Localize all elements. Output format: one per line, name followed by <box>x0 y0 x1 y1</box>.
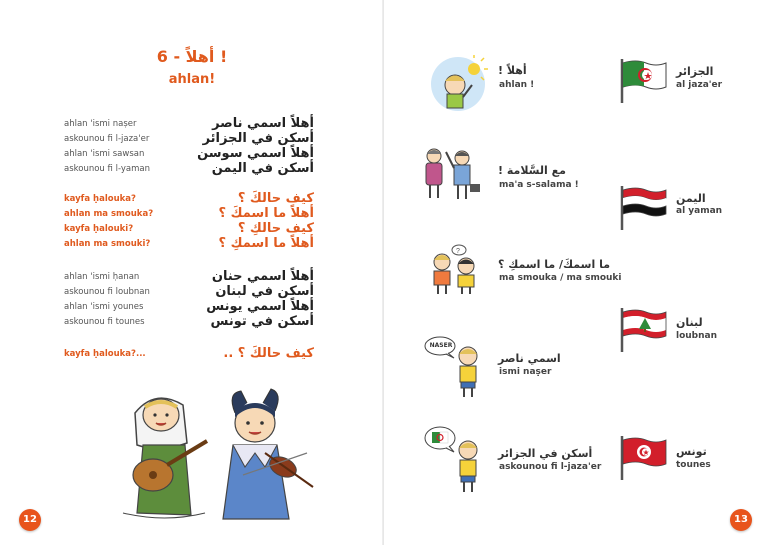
lives-in-algeria-illustration <box>424 424 490 494</box>
lebanon-flag-icon <box>618 306 670 354</box>
transliteration: ahlan ma smouki? <box>64 239 151 249</box>
transliteration: askounou fi l-jaza'er <box>64 134 150 144</box>
transliteration: ahlan 'ismi ḥanan <box>64 272 140 282</box>
phrase-arabic: ما اسمكَ/ ما اسمكِ ؟ <box>498 258 611 271</box>
country-name-transliteration: tounes <box>676 460 711 470</box>
transliteration: askounou fi l-yaman <box>64 164 150 174</box>
phrase-arabic: اسمي ناصر <box>498 352 561 365</box>
page-number-badge: 13 <box>730 509 752 531</box>
page-number-badge: 12 <box>19 509 41 531</box>
right-page <box>384 0 768 545</box>
country-name-transliteration: loubnan <box>676 331 718 341</box>
dialogue-line <box>64 236 314 252</box>
transliteration: kayfa ḥalouka? <box>64 194 136 204</box>
transliteration: ahlan ma smouka? <box>64 209 154 219</box>
arabic-text: أسكن في لبنان <box>215 284 314 299</box>
arabic-text: أهلاً ما اسمكَ ؟ <box>218 206 314 221</box>
dialogue-line <box>64 269 314 285</box>
algeria-flag-icon <box>618 57 670 105</box>
country-name-arabic: اليمن <box>676 192 706 205</box>
dialogue-line <box>64 146 314 162</box>
country-name-arabic: الجزائر <box>676 65 714 78</box>
transliteration: ahlan 'ismi younes <box>64 302 144 312</box>
phrase-arabic: أسكن في الجزائر <box>498 447 593 460</box>
violin-player-figure <box>223 389 313 519</box>
svg-text:?: ? <box>456 248 460 255</box>
phrase-transliteration: ma smouka / ma smouki <box>499 273 622 283</box>
country-name-arabic: تونس <box>676 445 707 458</box>
tunisia-flag-icon <box>618 434 670 482</box>
phrase-arabic: أهلاً ! <box>498 64 527 77</box>
goodbye-illustration <box>422 146 486 202</box>
arabic-text: أسكن في اليمن <box>211 161 314 176</box>
speech-bubble-text: NASER <box>429 342 453 349</box>
lesson-title-arabic: 6 - أهلاً ! <box>156 47 228 66</box>
arabic-text: أهلاً اسمي حنان <box>211 269 314 284</box>
musicians-illustration <box>115 383 315 528</box>
arabic-text: أهلاً اسمي يونس <box>206 299 314 314</box>
arabic-text: أهلاً اسمي ناصر <box>212 116 314 131</box>
transliteration: askounou fi tounes <box>64 317 145 327</box>
greeting-boy-illustration <box>430 55 490 113</box>
lesson-title-transliteration: ahlan! <box>168 72 216 87</box>
dialogue-line <box>64 206 314 222</box>
dialogue-line <box>64 131 314 147</box>
phrase-transliteration: ismi naṣer <box>499 367 552 377</box>
dialogue-line <box>64 284 314 300</box>
phrase-transliteration: ma'a s-salama ! <box>499 180 579 190</box>
transliteration: kayfa ḥalouka?... <box>64 349 146 359</box>
yemen-flag-icon <box>618 184 670 232</box>
phrase-transliteration: ahlan ! <box>499 80 535 90</box>
arabic-text: كيف حالكَ ؟ .. <box>223 346 314 361</box>
arabic-text: كيف حالكِ ؟ <box>237 221 314 236</box>
dialogue-line <box>64 191 314 207</box>
dialogue-line <box>64 314 314 330</box>
transliteration: kayfa ḥalouki? <box>64 224 134 234</box>
dialogue-line <box>64 221 314 237</box>
dialogue-line <box>64 161 314 177</box>
dialogue-line <box>64 346 314 362</box>
transliteration: ahlan 'ismi sawsan <box>64 149 145 159</box>
phrase-transliteration: askounou fi l-jaza'er <box>499 462 602 472</box>
arabic-text: أهلاً اسمي سوسن <box>197 146 314 161</box>
dialogue-line <box>64 116 314 132</box>
transliteration: askounou fi loubnan <box>64 287 150 297</box>
country-name-transliteration: al jaza'er <box>676 80 723 90</box>
transliteration: ahlan 'ismi naṣer <box>64 119 137 129</box>
dialogue-line <box>64 299 314 315</box>
arabic-text: أسكن في تونس <box>210 314 314 329</box>
arabic-text: أسكن في الجزائر <box>202 131 314 146</box>
arabic-text: أهلاً ما اسمكِ ؟ <box>218 236 314 251</box>
asking-name-illustration <box>428 244 490 296</box>
country-name-transliteration: al yaman <box>676 206 723 216</box>
phrase-arabic: مع السَّلامة ! <box>498 164 566 177</box>
country-name-arabic: لبنان <box>676 316 703 329</box>
oud-player-figure <box>123 398 207 518</box>
arabic-text: كيف حالكَ ؟ <box>237 191 314 206</box>
